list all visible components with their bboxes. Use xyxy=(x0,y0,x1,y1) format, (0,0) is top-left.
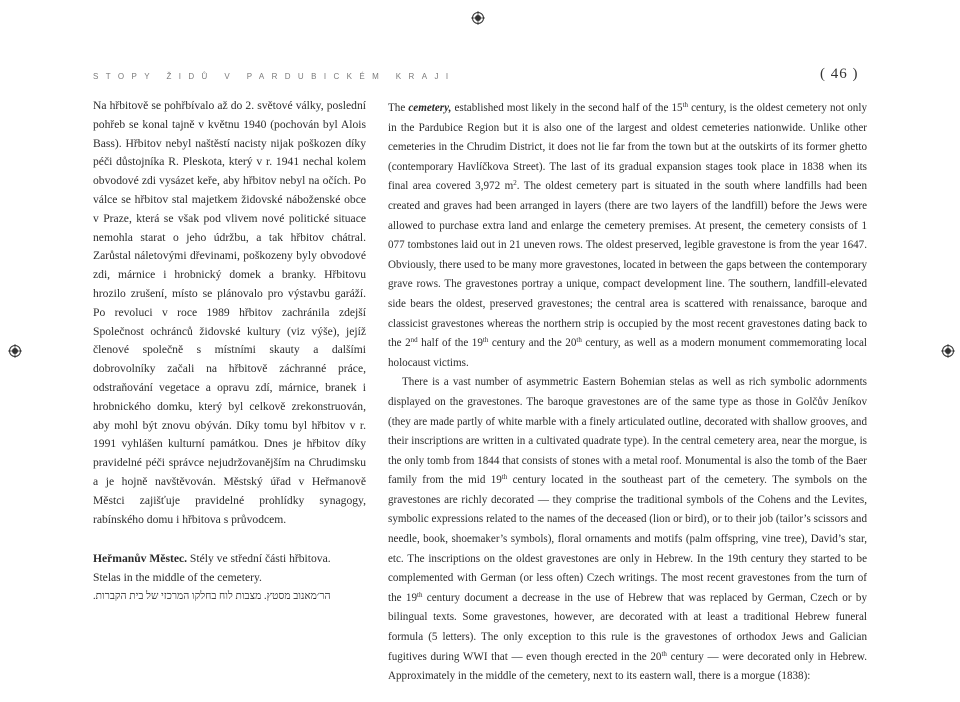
registration-mark-icon xyxy=(471,11,485,25)
text-run: century document a decrease in the use of Hebrew that was replaced by German, Czech or by bilingual texts. Some gravestones, however, are decorated with at least a traditional Hebrew funeral formula (5 letters). The only exception to this rule is the gravestones of orthodox Jews and Galician fugitives during WWI that — even though erected in the 20 xyxy=(388,591,867,663)
superscript: 2 xyxy=(513,179,517,188)
right-paragraph-2 xyxy=(388,373,867,687)
registration-mark-icon xyxy=(941,344,955,358)
text-run: half of the 19 xyxy=(417,337,483,350)
superscript: th xyxy=(576,336,582,345)
page-number: ( 46 ) xyxy=(820,66,859,82)
text-run: . The oldest cemetery part is situated in the south where landfills had been created and graves had been arranged in layers (there are two layers of the landfill) before the Jews were allowed to purchase extra land and enlarge the cemetery premises. At present, the cemetery consists of 1 077 tombstones laid out in 21 uneven rows. The oldest preserved, legible gravestone is from the year 1647. Obviously, there used to be many more gravestones, located in between the gaps between the contemporary grave rows. The gravestones portray a unique, compact development line. The southern, landfill-elevated side bears the oldest, preserved gravestones; the central area is scattered with renaissance, baroque and classicist gravestones whereas the northern strip is occupied by the most recent gravestones dating back to the 2 xyxy=(388,180,867,350)
text-run: century located in the southeast part of the cemetery. The symbols on the gravestones are richly decorated — they comprise the traditional symbols of the Cohens and the Levites, symbolic expressions related to the names of the deceased (lion or bird), or to their job (tailor’s scissors and needle, book, shoemaker’s symbols), floral ornaments and motifs (palm offspring, vine tree), David’s star, etc. The inscriptions on the oldest gravestones are only in Hebrew. In the 19th century they started to be complemented with German (or less often) Czech writings. The most recent gravestones from the turn of the 19 xyxy=(388,474,867,604)
superscript: th xyxy=(417,590,423,599)
running-head: STOPY ŽIDŮ V PARDUBICKÉM KRAJI xyxy=(93,72,456,81)
emphasis-cemetery: cemetery, xyxy=(408,102,452,114)
text-run: century, as well as a modern monument commemorating local holocaust victims. xyxy=(388,337,868,369)
superscript: th xyxy=(682,101,689,109)
right-column-text xyxy=(388,99,867,687)
text-run: The xyxy=(388,102,409,114)
caption-title: Heřmanův Městec. xyxy=(93,552,188,565)
right-paragraph-1 xyxy=(388,99,867,373)
superscript: th xyxy=(501,473,508,482)
left-paragraph: Na hřbitově se pohřbívalo až do 2. světové války, poslední pohřeb se konal tajně v květnu 1940 (pochován byl Alois Bass). Hřbitov nebyl naštěstí nacisty nijak poškozen díky péči důstojníka R. Pleskota, který v r. 1941 nechal kolem obvodové zdi vysázet keře, aby hřbitov nebyl na očích. Po válce se hřbitov stal majetkem židovské náboženské obce v Praze, která se však pod vlivem nové politické situace nemohla starat o jeho údržbu, a tak hřbitov chátral. Zarůstal náletovými dřevinami, poškozeny byly obvodové zdi, márnice i hrobnický domek a branky. Hřbitovu hrozilo zrušení, místo se plánovalo pro výstavbu garáží. Po revoluci v roce 1989 hřbitov zachránila zdejší Společnost ochránců židovské kultury (viz výše), jejíž členové společně s místními skauty a dalšími dobrovolníky začali na hřbitově záchranné práce, odstraňování vegetace a opravu zdí, márnice, branek i hrobnického domku, který byl celkově zrekonstruován, aby mohl být znovu obýván. Díky tomu byl hřbitov v r. 1991 vyhlášen kulturní památkou. Dnes je hřbitov díky pravidelné péči správce nejudržovanějším na Chrudimsku a je hojně navštěvován. Městský úřad v Heřmanově Městci zajišťuje pravidelné prohlídky synagogy, rabínského domu i hřbitova s průvodcem. xyxy=(93,99,366,526)
caption-czech: Stély ve střední části hřbitova. xyxy=(187,552,331,565)
caption-hebrew: הר׳מאנוב מסטץ. מצבות לוח בחלקו המרכזי של בית הקברות. xyxy=(93,590,331,602)
superscript: nd xyxy=(410,336,418,345)
text-run: established most likely in the second half of the 15 xyxy=(451,102,683,114)
photo-caption xyxy=(93,550,373,606)
text-run: century, is the oldest cemetery not only in the Pardubice Region but it is also one of the largest and oldest cemeteries nationwide. Unlike other cemeteries in the Chrudim District, it does not lie far from the town but at the outskirts of its former ghetto (contemporary Havlíčkova Street). The last of its gradual expansion stages took place in 1838 when its final area covered 3,972 m xyxy=(388,102,867,193)
superscript: th xyxy=(482,336,489,345)
registration-mark-icon xyxy=(8,344,22,358)
superscript: th xyxy=(661,649,667,658)
text-run: century — were decorated only in Hebrew. Approximately in the middle of the cemetery, next to its eastern wall, there is a morgue (1838): xyxy=(388,650,867,683)
text-run: There is a vast number of asymmetric Eastern Bohemian stelas as well as rich symbolic adornments displayed on the gravestones. The baroque gravestones are of the same type as those in Golčův Jeníkov (they are made partly of white marble with a finely articulated outline, decorated with shallow grooves, and their inscriptions are written in a cultivated quadrate type). In the central cemetery area, near the morgue, is the only tomb from 1844 that consists of stones with a metal roof. Monumental is also the tomb of the Baer family from the mid 19 xyxy=(388,376,867,487)
left-column-text xyxy=(93,97,366,529)
caption-czech-line xyxy=(93,550,373,569)
text-run: century and the 20 xyxy=(488,337,577,350)
caption-english: Stelas in the middle of the cemetery. xyxy=(93,570,262,584)
